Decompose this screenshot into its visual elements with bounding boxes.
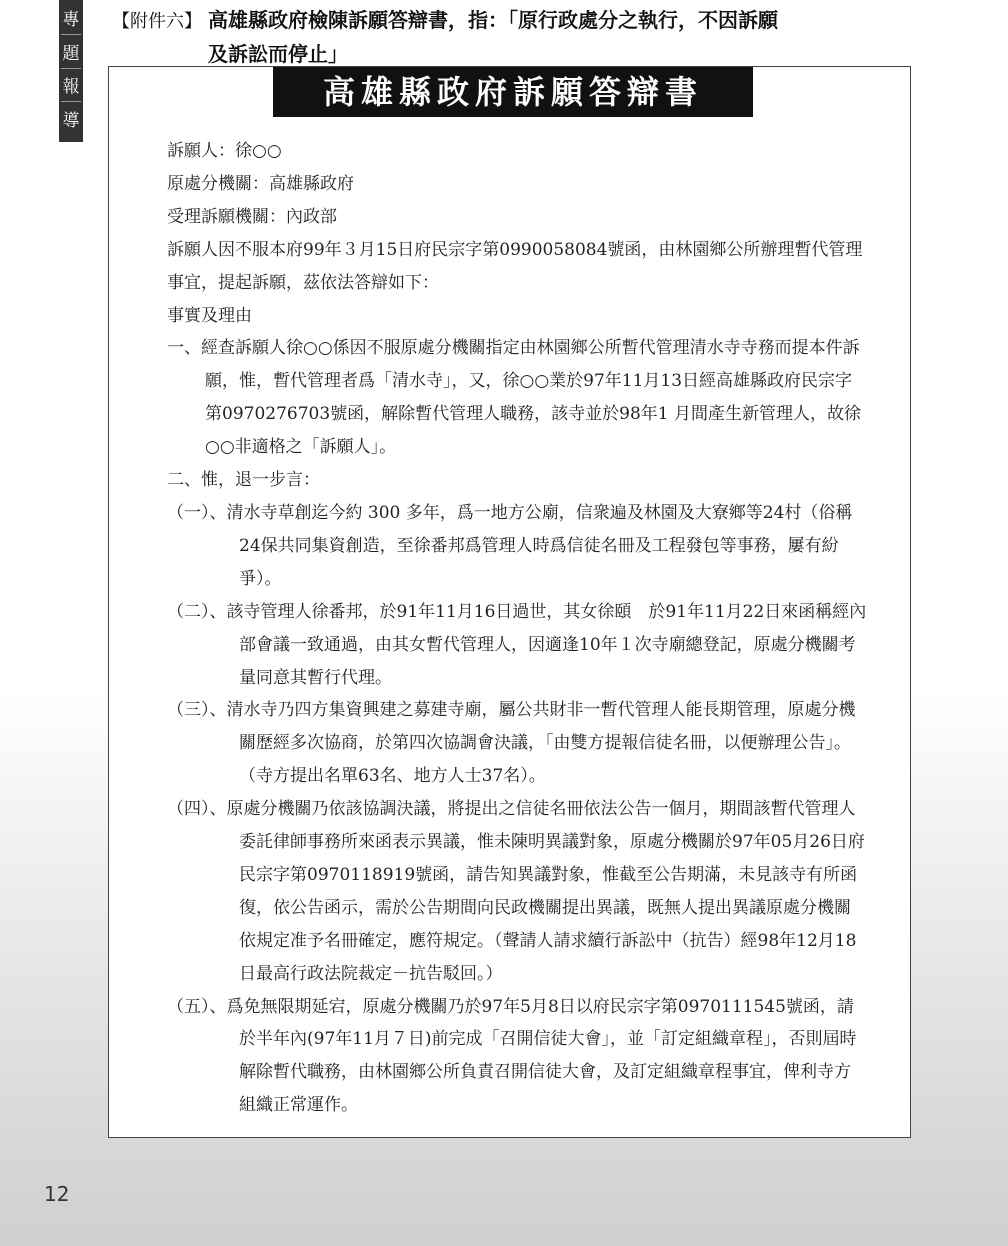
sub-item-2: （二）、該寺管理人徐番邦，於91年11月16日過世，其女徐頤 於91年11月22日來函稱經內部會議一致通過，由其女暫代管理人，因適逢10年１次寺廟總登記，原處分機關考量同意其暫行代理。 — [167, 601, 867, 688]
document-title-banner: 高雄縣政府訴願答辯書 — [273, 67, 753, 117]
sub-item-1: （一）、清水寺草創迄今約 300 多年，爲一地方公廟，信衆遍及林園及大寮鄉等24村（俗稱24保共同集資創造，至徐番邦爲管理人時爲信徒名冊及工程發包等事務，屢有紛爭）。 — [167, 502, 853, 589]
heading-line-2: 及訴訟而停止」 — [208, 42, 348, 66]
reason-item-1: 一、經查訴願人徐○○係因不服原處分機關指定由林園鄉公所暫代管理清水寺寺務而提本件訴願，惟，暫代管理者爲「清水寺」，又，徐○○業於97年11月13日經高雄縣政府民宗字第0970276703號函，解除暫代管理人職務，該寺並於98年1 月間產生新管理人，故徐○○非適格之「訴願人」。 — [167, 338, 862, 458]
field-petitioner: 訴願人：徐○○ — [167, 141, 282, 161]
section-tab — [59, 0, 83, 142]
sub-item-4: （四）、原處分機關乃依該協調決議，將提出之信徒名冊依法公告一個月，期間該暫代管理人委託律師事務所來函表示異議，惟未陳明異議對象，原處分機關於97年05月26日府民宗字第0970118919號函，請告知異議對象，惟截至公告期滿，未見該寺有所函復，依公告函示，需於公告期間向民政機關提出異議，既無人提出異議原處分機關依規定准予名冊確定，應符規定。（聲請人請求續行訴訟中（抗告）經98年12月18日最高行政法院裁定－抗告駁回。） — [167, 799, 865, 984]
field-receiving-agency: 受理訴願機關：內政部 — [167, 206, 337, 227]
document-body — [167, 135, 867, 1122]
attachment-tag: 【附件六】 — [112, 11, 202, 32]
section-tab-char: 報 — [61, 74, 81, 102]
page-heading — [112, 4, 912, 70]
sub-item-5: （五）、爲免無限期延宕，原處分機關乃於97年5月8日以府民宗字第0970111545號函，請於半年內(97年11月７日)前完成「召開信徒大會」，並「訂定組織章程」，否則屆時解除暫代職務，由林園鄉公所負責召開信徒大會，及訂定組織章程事宜，俾利寺方組織正常運作。 — [167, 996, 857, 1116]
section-tab-char: 題 — [61, 41, 81, 69]
section-tab-char: 專 — [61, 7, 81, 35]
section-heading: 事實及理由 — [167, 305, 252, 326]
section-tab-char: 導 — [62, 111, 80, 132]
intro-paragraph: 訴願人因不服本府99年３月15日府民宗字第0990058084號函，由林園鄉公所辦理暫代管理事宜，提起訴願，茲依法答辯如下： — [167, 239, 863, 293]
field-original-agency: 原處分機關：高雄縣政府 — [167, 173, 354, 194]
heading-line-1: 高雄縣政府檢陳訴願答辯書，指：「原行政處分之執行，不因訴願 — [208, 8, 778, 32]
sub-item-3: （三）、清水寺乃四方集資興建之募建寺廟，屬公共財非一暫代管理人能長期管理，原處分機關歷經多次協商，於第四次協調會決議，「由雙方提報信徒名冊，以便辦理公告」。（寺方提出名單63名、地方人士37名）。 — [167, 700, 856, 787]
page-number: 12 — [44, 1182, 70, 1206]
document-box — [108, 66, 911, 1138]
reason-item-2: 二、惟，退一步言： — [167, 470, 320, 491]
